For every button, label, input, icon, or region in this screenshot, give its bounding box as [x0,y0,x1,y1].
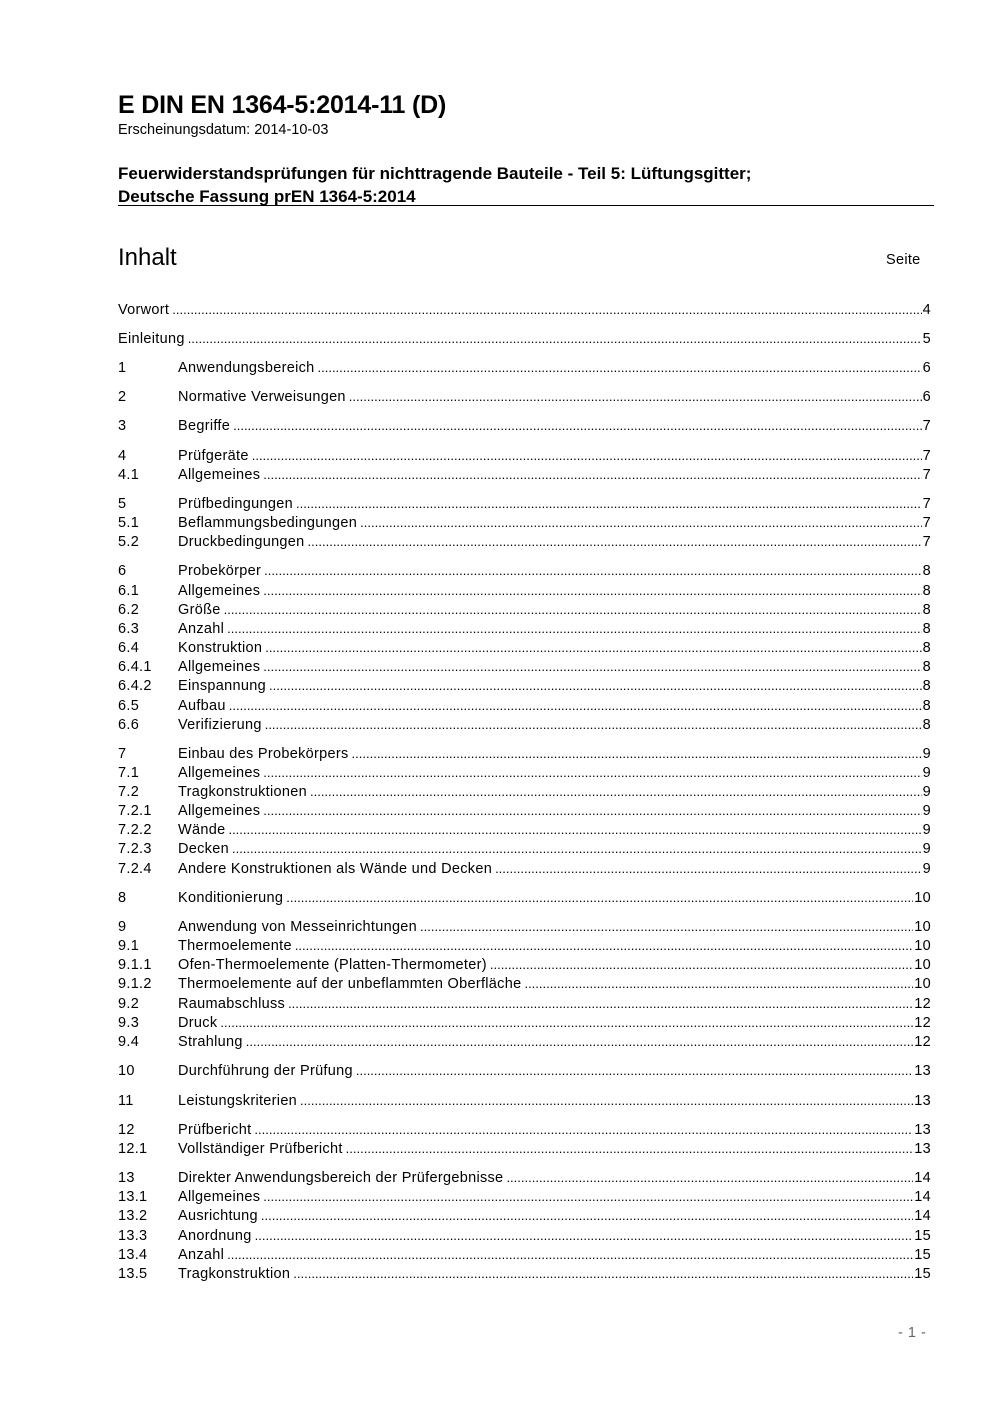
toc-entry-page: 7 [922,418,931,434]
toc-leader-dots [288,996,913,1011]
toc-leader-dots [263,583,921,598]
toc-entry-page: 5 [922,331,931,347]
toc-entry[interactable] [118,976,931,995]
toc-leader-dots [232,841,922,856]
toc-entry-number: 7.2.4 [118,861,152,877]
toc-leader-dots [265,640,921,655]
toc-entry[interactable] [118,841,931,860]
toc-leader-dots [293,1266,913,1281]
toc-entry-title: Direkter Anwendungsbereich der Prüfergebnisse [178,1170,504,1186]
toc-entry-page: 8 [922,563,931,579]
toc-entry-number: 9.1 [118,938,140,954]
toc-entry-page: 9 [922,746,931,762]
toc-leader-dots [229,698,922,713]
toc-leader-dots [264,563,922,578]
toc-leader-dots [300,1093,913,1108]
toc-entry-number: 5 [118,496,127,512]
toc-heading: Inhalt [118,244,177,271]
toc-entry-number: 1 [118,360,127,376]
toc-entry-number: 12 [118,1122,135,1138]
toc-entry-number: 7.1 [118,765,140,781]
toc-entry[interactable] [118,1015,931,1034]
toc-entry-title: Allgemeines [178,467,261,483]
toc-entry[interactable] [118,515,931,534]
toc-entry-number: 5.1 [118,515,140,531]
toc-entry[interactable] [118,1266,931,1285]
toc-entry-number: 7.2 [118,784,140,800]
toc-entry-number: 3 [118,418,127,434]
toc-entry-title: Druckbedingungen [178,534,305,550]
toc-entry-title: Prüfbericht [178,1122,252,1138]
toc-entry-number: 9.3 [118,1015,140,1031]
toc-entry-title: Aufbau [178,698,226,714]
toc-entry-page: 13 [914,1122,931,1138]
toc-entry-title: Allgemeines [178,1189,261,1205]
publication-date: Erscheinungsdatum: 2014-10-03 [118,122,329,138]
toc-entry-page: 15 [914,1228,931,1244]
toc-entry-page: 10 [914,976,931,992]
toc-entry-number: 2 [118,389,127,405]
toc-entry[interactable] [118,1228,931,1247]
toc-leader-dots [263,467,921,482]
toc-leader-dots [224,602,922,617]
toc-entry-page: 8 [922,678,931,694]
toc-entry-number: 7 [118,746,127,762]
toc-entry[interactable] [118,534,931,553]
toc-entry-title: Vorwort [118,302,170,318]
toc-entry-page: 10 [914,919,931,935]
toc-entry-page: 4 [922,302,931,318]
toc-entry-title: Leistungskriterien [178,1093,298,1109]
toc-entry[interactable] [118,1208,931,1227]
toc-entry-title: Konditionierung [178,890,284,906]
toc-leader-dots [254,1122,913,1137]
page-number: - 1 - [898,1325,927,1341]
toc-entry-number: 13.5 [118,1266,148,1282]
toc-leader-dots [295,938,913,953]
toc-entry[interactable] [118,467,931,486]
toc-entry[interactable] [118,678,931,697]
toc-entry-page: 10 [914,890,931,906]
subtitle-line-1: Feuerwiderstandsprüfungen für nichttragende Bauteile - Teil 5: Lüftungsgitter; [118,164,752,183]
toc-entry-page: 8 [922,659,931,675]
toc-leader-dots [188,331,922,346]
toc-entry-number: 6.4.2 [118,678,152,694]
toc-entry-page: 9 [922,841,931,857]
toc-entry-number: 6.3 [118,621,140,637]
toc-leader-dots [495,861,922,876]
toc-entry-page: 7 [922,534,931,550]
toc-entry-page: 14 [914,1208,931,1224]
toc-entry[interactable] [118,302,931,321]
toc-entry-page: 12 [914,1015,931,1031]
toc-entry-number: 13.4 [118,1247,148,1263]
toc-entry[interactable] [118,861,931,880]
toc-entry-number: 11 [118,1093,134,1109]
toc-leader-dots [246,1034,913,1049]
toc-entry-page: 7 [922,467,931,483]
toc-leader-dots [352,746,922,761]
toc-leader-dots [318,360,922,375]
toc-entry-page: 6 [922,360,931,376]
toc-entry-page: 8 [922,698,931,714]
toc-entry-title: Vollständiger Prüfbericht [178,1141,343,1157]
toc-entry-page: 8 [922,621,931,637]
toc-entry[interactable] [118,448,931,467]
document-title: E DIN EN 1364-5:2014-11 (D) [118,91,447,119]
toc-entry[interactable] [118,496,931,515]
toc-entry-title: Allgemeines [178,765,261,781]
toc-entry[interactable] [118,938,931,957]
toc-leader-dots [172,302,921,317]
toc-entry-page: 10 [914,957,931,973]
toc-leader-dots [269,678,922,693]
toc-entry-title: Anwendungsbereich [178,360,315,376]
header-divider [118,205,934,206]
toc-entry-title: Allgemeines [178,659,261,675]
toc-entry-number: 9.4 [118,1034,140,1050]
toc-entry-number: 7.2.3 [118,841,152,857]
toc-leader-dots [360,515,922,530]
toc-entry-page: 12 [914,1034,931,1050]
toc-entry-page: 14 [914,1189,931,1205]
toc-entry[interactable] [118,602,931,621]
toc-entry-title: Einbau des Probekörpers [178,746,349,762]
toc-leader-dots [490,957,913,972]
toc-leader-dots [265,717,922,732]
toc-entry[interactable] [118,1141,931,1160]
toc-leader-dots [220,1015,913,1030]
toc-entry-number: 5.2 [118,534,140,550]
toc-entry-page: 10 [914,938,931,954]
toc-entry-page: 15 [914,1247,931,1263]
toc-entry-page: 9 [922,822,931,838]
toc-leader-dots [263,803,921,818]
toc-entry-page: 9 [922,803,931,819]
toc-entry[interactable] [118,746,931,765]
toc-entry[interactable] [118,890,931,909]
toc-entry-title: Prüfgeräte [178,448,249,464]
toc-entry[interactable] [118,563,931,582]
toc-entry[interactable] [118,1122,931,1141]
toc-entry-title: Prüfbedingungen [178,496,293,512]
toc-leader-dots [420,919,913,934]
toc-entry[interactable] [118,957,931,976]
toc-entry-page: 8 [922,583,931,599]
toc-entry-title: Druck [178,1015,218,1031]
toc-entry-number: 9.1.2 [118,976,152,992]
toc-entry-number: 13.1 [118,1189,148,1205]
toc-entry-title: Andere Konstruktionen als Wände und Decken [178,861,493,877]
toc-entry-page: 12 [914,996,931,1012]
toc-entry-number: 12.1 [118,1141,148,1157]
toc-entry-number: 6.6 [118,717,140,733]
toc-entry[interactable] [118,784,931,803]
toc-entry[interactable] [118,803,931,822]
toc-entry[interactable] [118,919,931,938]
toc-entry-title: Einspannung [178,678,266,694]
toc-leader-dots [263,1189,913,1204]
toc-entry-title: Raumabschluss [178,996,286,1012]
toc-entry-title: Einleitung [118,331,185,347]
toc-entry[interactable] [118,1189,931,1208]
toc-entry-number: 6.2 [118,602,140,618]
toc-leader-dots [263,659,921,674]
toc-entry-page: 8 [922,717,931,733]
toc-entry-number: 13.2 [118,1208,148,1224]
toc-entry-title: Thermoelemente auf der unbeflammten Oberfläche [178,976,522,992]
toc-entry-title: Decken [178,841,229,857]
toc-entry-title: Allgemeines [178,803,261,819]
toc-entry-title: Anordnung [178,1228,252,1244]
toc-entry-number: 6.4.1 [118,659,152,675]
toc-entry-title: Probekörper [178,563,262,579]
toc-entry[interactable] [118,765,931,784]
toc-entry-title: Thermoelemente [178,938,292,954]
toc-entry-page: 13 [914,1093,931,1109]
toc-entry-number: 6.1 [118,583,140,599]
toc-entry[interactable] [118,1063,931,1082]
toc-leader-dots [255,1228,914,1243]
toc-entry-title: Ausrichtung [178,1208,258,1224]
toc-leader-dots [252,448,922,463]
toc-entry-page: 14 [914,1170,931,1186]
toc-entry[interactable] [118,583,931,602]
toc-entry-number: 6.5 [118,698,140,714]
toc-leader-dots [349,389,922,404]
toc-entry-title: Durchführung der Prüfung [178,1063,353,1079]
toc-entry[interactable] [118,1034,931,1053]
toc-leader-dots [310,784,922,799]
page-column-label: Seite [886,252,921,268]
toc-entry[interactable] [118,698,931,717]
toc-entry-page: 8 [922,602,931,618]
toc-leader-dots [263,765,921,780]
toc-entry-title: Tragkonstruktionen [178,784,307,800]
toc-entry-page: 7 [922,496,931,512]
toc-entry-number: 13 [118,1170,135,1186]
toc-entry-number: 7.2.2 [118,822,152,838]
toc-leader-dots [228,822,921,837]
toc-entry-page: 8 [922,640,931,656]
toc-entry-number: 9.1.1 [118,957,152,973]
toc-entry-title: Anwendung von Messeinrichtungen [178,919,418,935]
toc-entry-page: 13 [914,1141,931,1157]
toc-entry-number: 9.2 [118,996,140,1012]
subtitle-line-2: Deutsche Fassung prEN 1364-5:2014 [118,187,416,206]
toc-entry-number: 4.1 [118,467,140,483]
toc-entry-title: Beflammungsbedingungen [178,515,358,531]
toc-entry[interactable] [118,1170,931,1189]
toc-leader-dots [286,890,913,905]
toc-entry-number: 4 [118,448,127,464]
toc-entry-page: 7 [922,448,931,464]
toc-entry-title: Anzahl [178,621,225,637]
toc-entry-title: Ofen-Thermoelemente (Platten-Thermometer) [178,957,487,973]
toc-entry-number: 9 [118,919,127,935]
toc-entry-title: Wände [178,822,226,838]
toc-leader-dots [356,1063,913,1078]
toc-entry-page: 6 [922,389,931,405]
toc-leader-dots [261,1208,913,1223]
toc-entry-number: 13.3 [118,1228,148,1244]
toc-entry-title: Konstruktion [178,640,263,656]
toc-leader-dots [308,534,922,549]
toc-leader-dots [346,1141,914,1156]
toc-entry-page: 15 [914,1266,931,1282]
toc-leader-dots [296,496,922,511]
toc-entry-number: 8 [118,890,127,906]
toc-entry-number: 6.4 [118,640,140,656]
toc-entry-number: 6 [118,563,127,579]
toc-entry-title: Normative Verweisungen [178,389,346,405]
toc-entry-title: Begriffe [178,418,231,434]
toc-entry[interactable] [118,1247,931,1266]
toc-entry-title: Strahlung [178,1034,243,1050]
toc-entry[interactable] [118,418,931,437]
toc-entry[interactable] [118,389,931,408]
toc-entry[interactable] [118,1093,931,1112]
document-subtitle [118,162,918,208]
toc-entry[interactable] [118,996,931,1015]
toc-entry-title: Tragkonstruktion [178,1266,291,1282]
toc-entry-page: 9 [922,784,931,800]
toc-entry[interactable] [118,640,931,659]
toc-leader-dots [227,621,921,636]
toc-entry-title: Größe [178,602,221,618]
toc-entry-page: 9 [922,765,931,781]
toc-entry[interactable] [118,360,931,379]
toc-entry-title: Verifizierung [178,717,262,733]
toc-entry-page: 13 [914,1063,931,1079]
toc-entry[interactable] [118,659,931,678]
toc-entry-title: Anzahl [178,1247,225,1263]
toc-leader-dots [227,1247,913,1262]
toc-entry[interactable] [118,822,931,841]
toc-entry[interactable] [118,331,931,350]
toc-entry-page: 9 [922,861,931,877]
toc-entry-number: 10 [118,1063,135,1079]
toc-leader-dots [506,1170,913,1185]
toc-entry[interactable] [118,621,931,640]
toc-entry-title: Allgemeines [178,583,261,599]
toc-leader-dots [524,976,913,991]
toc-entry-number: 7.2.1 [118,803,152,819]
toc-leader-dots [233,418,922,433]
toc-entry[interactable] [118,717,931,736]
toc-entry-page: 7 [922,515,931,531]
